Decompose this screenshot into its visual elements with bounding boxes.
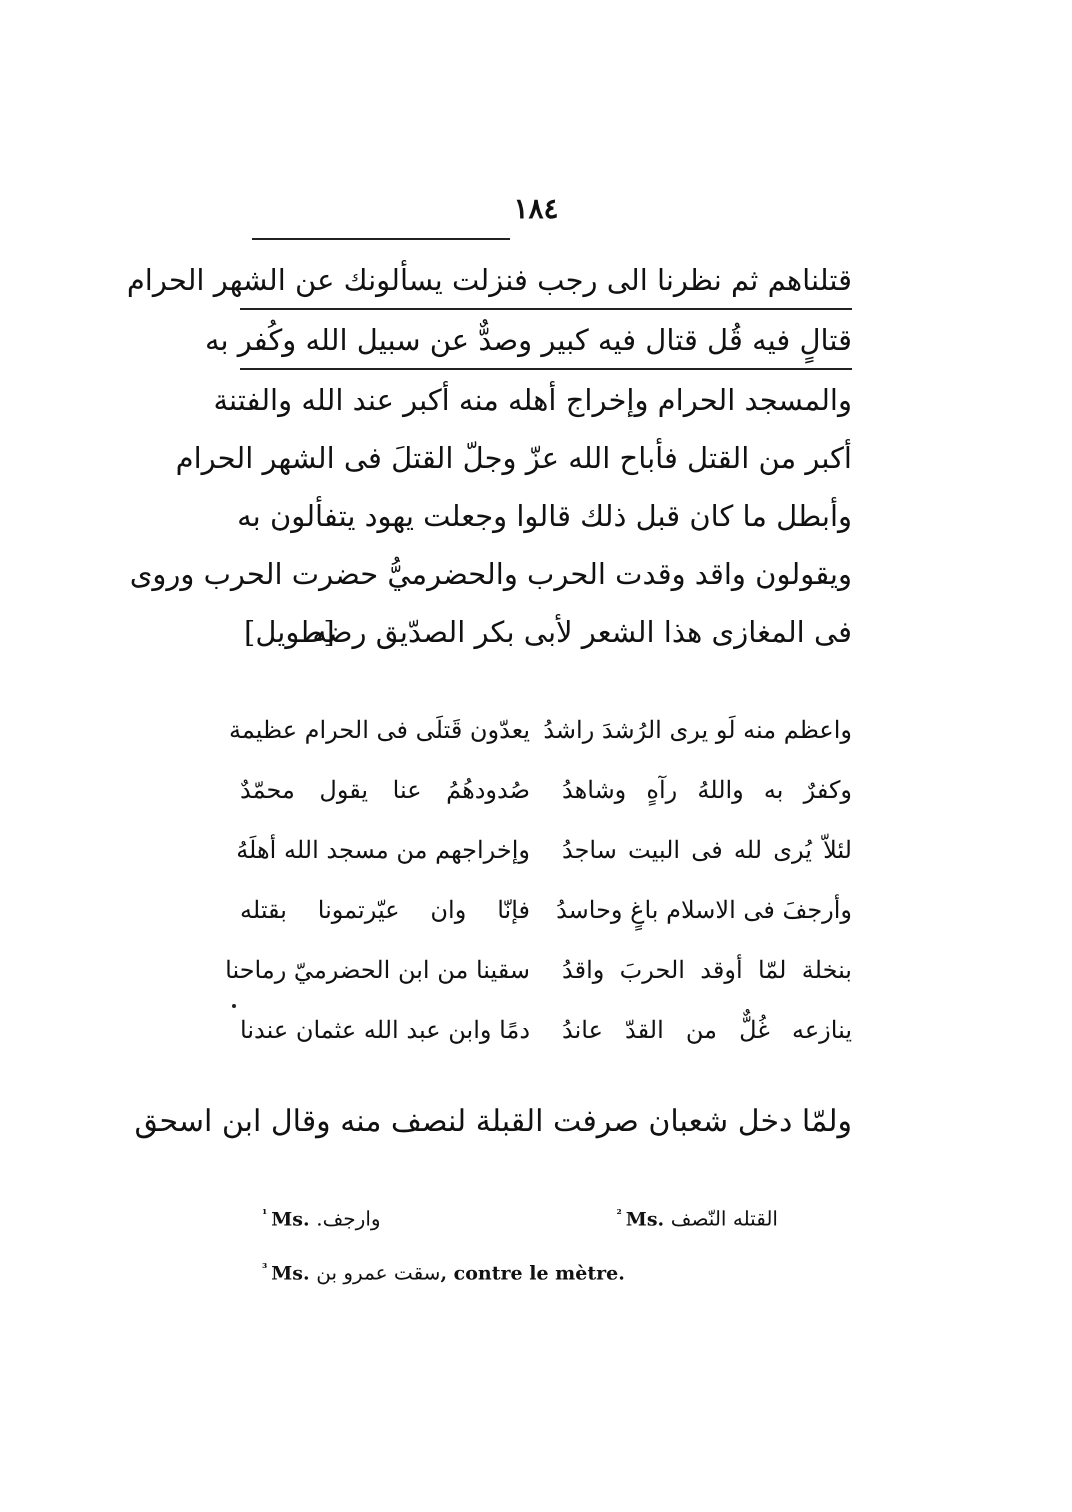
poem-verse: [240, 880, 852, 940]
hemistich-second: لئلاّ يُرى لله فى البيت ساجدُ: [562, 836, 852, 864]
hemistich-first: يعدّون قَتلَى فى الحرام عظيمة: [229, 716, 530, 744]
footnote-mark: ²: [616, 1207, 622, 1221]
hemistich-first: سقينا من ابن الحضرميّ رماحنا: [225, 956, 530, 984]
footnote-label: Ms.: [625, 1208, 665, 1231]
prose-line: وأبطل ما كان قبل ذلك قالوا وجعلت يهود يتفألون به: [237, 499, 852, 533]
prose-block: [126, 252, 852, 662]
footnote-mark: ¹: [262, 1207, 268, 1221]
prose-line-text: فى المغازى هذا الشعر لأبى بكر الصدّيق رضه: [312, 615, 852, 649]
prose-line: ويقولون واقد وقدت الحرب والحضرميُّ حضرت الحرب وروى: [129, 557, 852, 591]
hemistich-second: ينازعه غُلٌّ من القدّ عاندُ: [562, 1016, 852, 1044]
hemistich-first: فإنّا وان عيّرتمونا بقتله: [240, 896, 530, 924]
prose-line: قتالٍ فيه قُل قتال فيه كبير وصدٌّ عن سبيل الله وكُفر به: [240, 312, 852, 370]
hemistich-first: صُدودهُمُ عنا يقول محمّدٌ: [240, 776, 530, 804]
footnote-comment: , contre le mètre.: [440, 1262, 625, 1285]
hemistich-first: وإخراجهم من مسجد الله أهلَهُ: [236, 836, 530, 864]
hemistich-second: وكفرٌ به واللهُ رآهٍ وشاهدُ: [562, 776, 852, 804]
footnote-label: Ms.: [271, 1262, 310, 1285]
hemistich-second: بنخلة لمّا أوقد الحربَ واقدُ: [562, 956, 852, 984]
closing-line: ولمّا دخل شعبان صرفت القبلة لنصف منه وقال ابن اسحق: [134, 1104, 852, 1139]
poem-verse: [236, 820, 852, 880]
footnote-2: [613, 1194, 778, 1234]
poem-verse: [240, 1000, 852, 1060]
prose-line: قتلناهم ثم نظرنا الى رجب فنزلت يسألونك عن الشهر الحرام: [240, 252, 852, 310]
footnote-1: [258, 1194, 381, 1234]
footnote-arabic: سقت عمرو بن: [316, 1260, 441, 1285]
hemistich-second: واعظم منه لَو يرى الرُشدَ راشدُ: [543, 716, 852, 744]
prose-line: أكبر من القتل فأباح الله عزّ وجلّ القتلَ فى الشهر الحرام: [175, 441, 852, 475]
hemistich-first: دمًا وابن عبد الله عثمان عندنا: [240, 1016, 530, 1044]
footnote-arabic: وارجف.: [316, 1206, 381, 1231]
poem-verse: [229, 700, 852, 760]
poem-verse: [225, 940, 852, 1000]
meter-label: [طويل]: [244, 615, 335, 649]
header-rule: [252, 238, 510, 240]
footnote-label: Ms.: [271, 1208, 310, 1231]
prose-line: والمسجد الحرام وإخراج أهله منه أكبر عند الله والفتنة: [213, 383, 852, 417]
footnote-row: [258, 1194, 778, 1234]
poem: [225, 700, 852, 1060]
ink-speck: [232, 1004, 236, 1008]
footnotes: [258, 1194, 778, 1292]
footnote-3: [258, 1244, 778, 1292]
page-number: ١٨٤: [513, 192, 559, 225]
footnote-arabic: القتله النّصف: [670, 1206, 778, 1231]
prose-line-last: [240, 604, 852, 660]
hemistich-second: وأرجفَ فى الاسلام باغٍ وحاسدُ: [556, 896, 852, 924]
footnote-mark: ³: [262, 1261, 268, 1275]
poem-verse: [240, 760, 852, 820]
